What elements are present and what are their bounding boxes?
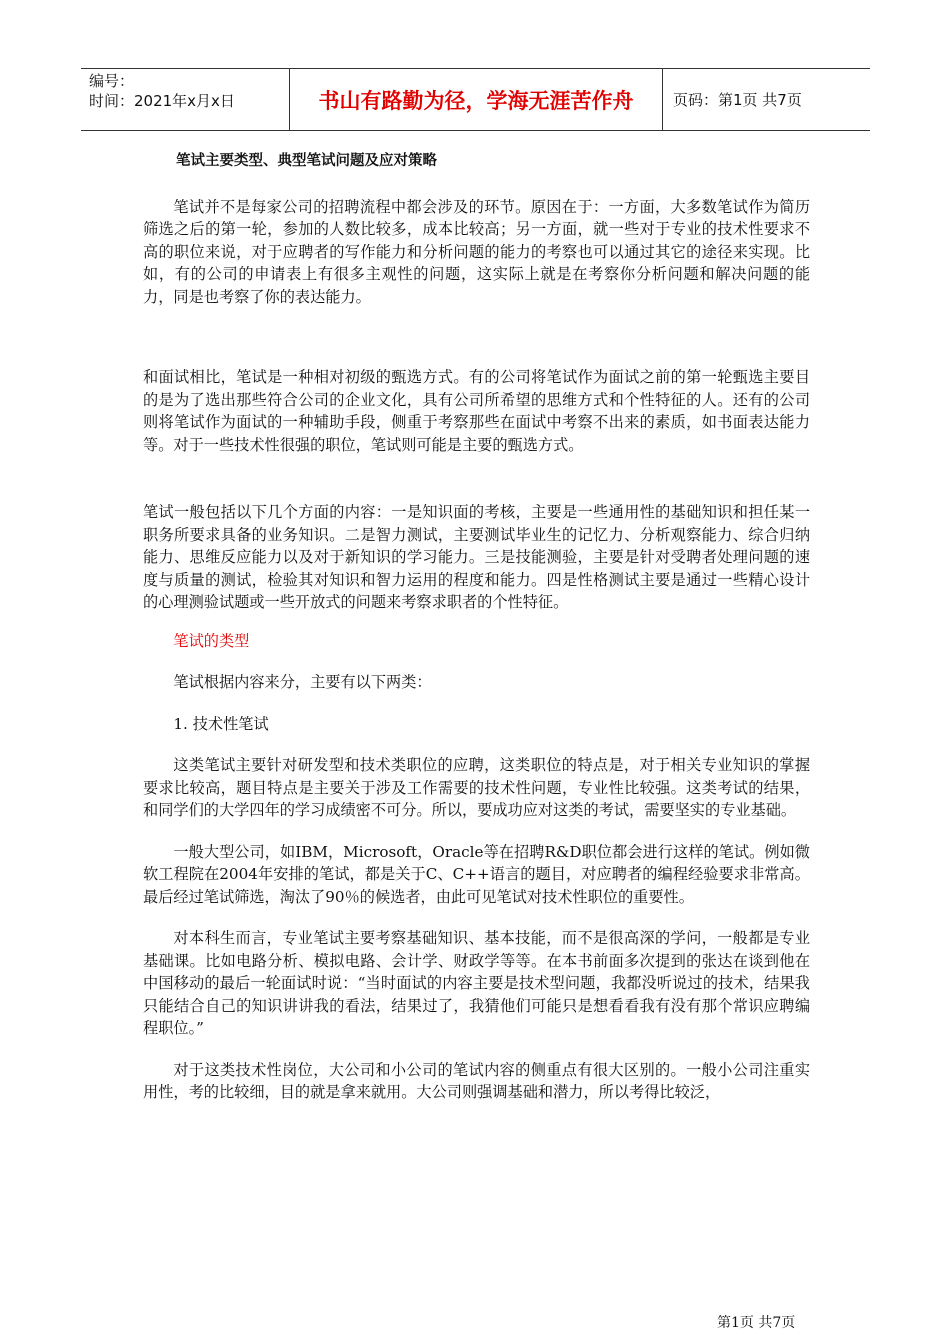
paragraph-1: 笔试并不是每家公司的招聘流程中都会涉及的环节。原因在于：一方面，大多数笔试作为简历筛选之后的第一轮，参加的人数比较多，成本比较高；另一方面，就一些对于专业的技术性要求不高的职位来说，对于应聘者的写作能力和分析问题的能力的考察也可以通过其它的途径来实现。比如，有的公司的申请表上有很多主观性的问题，这实际上就是在考察你分析问题和解决问题的能力，同是也考察了你的表达能力。 — [143, 197, 810, 306]
section-heading: 笔试的类型 — [173, 631, 250, 650]
paragraph-3: 笔试一般包括以下几个方面的内容：一是知识面的考核，主要是一些通用性的基础知识和担任某一职务所要求具备的业务知识。二是智力测试，主要测试毕业生的记忆力、分析观察能力、综合归纳能力、思维反应能力以及对于新知识的学习能力。三是技能测验，主要是针对受聘者处理问题的速度与质量的测试，检验其对知识和智力运用的程度和能力。四是性格测试主要是通过一些精心设计的心理测验试题或一些开放式的问题来考察求职者的个性特征。 — [143, 503, 810, 611]
article-body — [143, 150, 810, 1104]
article-title: 笔试主要类型、典型笔试问题及应对策略 — [176, 152, 437, 169]
paragraph-4: 笔试根据内容来分，主要有以下两类： — [173, 673, 432, 691]
paragraph-2: 和面试相比，笔试是一种相对初级的甄选方式。有的公司将笔试作为面试之前的第一轮甄选主要目的是为了选出那些符合公司的企业文化，具有公司所希望的思维方式和个性特征的人。还有的公司则将笔试作为面试的一种辅助手段，侧重于考察那些在面试中考察不出来的素质，如书面表达能力等。对于一些技术性很强的职位，笔试则可能是主要的甄选方式。 — [143, 368, 810, 454]
paragraph-6: 一般大型公司，如IBM，Microsoft，Oracle等在招聘R&D职位都会进行这样的笔试。例如微软工程院在2004年安排的笔试，都是关于C、C++语言的题目，对应聘者的编程经验要求非常高。最后经过笔试筛选，淘汰了90％的候选者，由此可见笔试对技术性职位的重要性。 — [143, 842, 810, 906]
list-item-1: 1. 技术性笔试 — [173, 714, 269, 733]
header-meta — [81, 69, 290, 130]
page-footer: 第1页 共7页 — [717, 1315, 796, 1331]
paragraph-7: 对本科生而言，专业笔试主要考察基础知识、基本技能，而不是很高深的学问，一般都是专业基础课。比如电路分析、模拟电路、会计学、财政学等等。在本书前面多次提到的张达在谈到他在中国移动的最后一轮面试时说：“当时面试的内容主要是技术型问题，我都没听说过的技术，结果我只能结合自己的知识讲讲我的看法，结果过了，我猜他们可能只是想看看我有没有那个常识应聘编程职位。” — [143, 929, 810, 1037]
header-number-label: 编号： — [89, 72, 135, 90]
header-time-label: 时间：2021年x月x日 — [89, 92, 235, 110]
page-header — [81, 68, 870, 131]
paragraph-8: 对于这类技术性岗位，大公司和小公司的笔试内容的侧重点有很大区别的。一般小公司注重实用性，考的比较细，目的就是拿来就用。大公司则强调基础和潜力，所以考得比较泛， — [143, 1060, 810, 1101]
header-motto: 书山有路勤为径，学海无涯苦作舟 — [290, 69, 663, 130]
header-page-info: 页码：第1页 共7页 — [673, 91, 802, 109]
paragraph-5: 这类笔试主要针对研发型和技术类职位的应聘，这类职位的特点是，对于相关专业知识的掌握要求比较高，题目特点是主要关于涉及工作需要的技术性问题，专业性比较强。这类考试的结果，和同学们的大学四年的学习成绩密不可分。所以，要成功应对这类的考试，需要坚实的专业基础。 — [143, 756, 810, 819]
